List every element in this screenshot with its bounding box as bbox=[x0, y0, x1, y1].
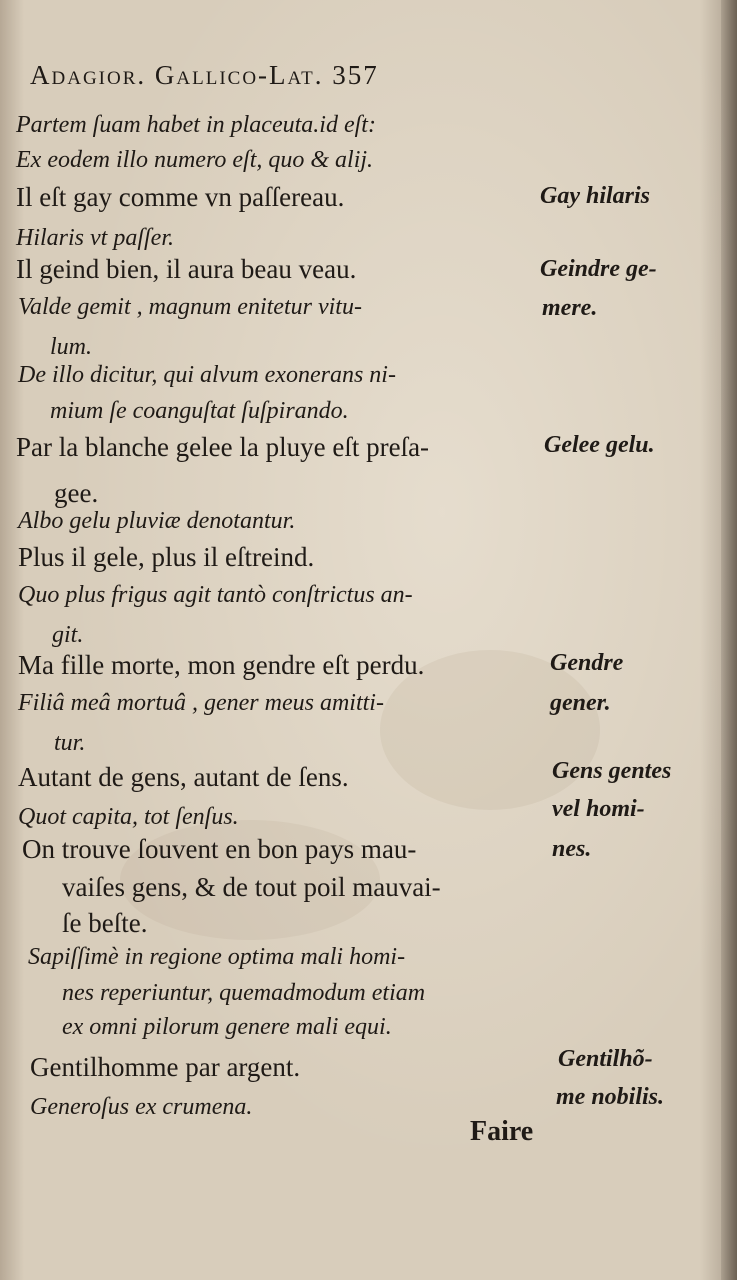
latin-translation-line: Quo plus frigus agit tantò conſtrictus an- bbox=[18, 582, 413, 608]
latin-translation-line: nes reperiuntur, quemadmodum etiam bbox=[62, 980, 426, 1006]
french-proverb-line: vaiſes gens, & de tout poil mauvai- bbox=[62, 872, 441, 902]
margin-note: Gelee gelu. bbox=[544, 432, 655, 458]
latin-translation-line: Albo gelu pluviæ denotantur. bbox=[18, 508, 296, 534]
latin-translation-line: Valde gemit , magnum enitetur vitu- bbox=[18, 294, 362, 320]
french-proverb-line: On trouve ſouvent en bon pays mau- bbox=[22, 834, 417, 864]
page-gutter-shadow bbox=[721, 0, 737, 1280]
catchword: Faire bbox=[470, 1116, 534, 1147]
margin-note: mere. bbox=[542, 295, 598, 321]
latin-translation-line: De illo dicitur, qui alvum exonerans ni- bbox=[18, 362, 396, 388]
latin-translation-line: Partem ſuam habet in placeuta.id eſt: bbox=[16, 112, 376, 138]
latin-translation-line: tur. bbox=[54, 730, 86, 756]
latin-translation-line: Quot capita, tot ſenſus. bbox=[18, 804, 239, 830]
latin-translation-line: ex omni pilorum genere mali equi. bbox=[62, 1014, 392, 1040]
french-proverb-line: Il eſt gay comme vn paſſereau. bbox=[16, 182, 345, 212]
french-proverb-line: gee. bbox=[54, 478, 99, 508]
running-header: Adagior. Gallico-Lat. 357 bbox=[30, 60, 379, 90]
latin-translation-line: git. bbox=[52, 622, 84, 648]
french-proverb-line: Par la blanche gelee la pluye eſt preſa- bbox=[16, 432, 430, 462]
margin-note: Gendre bbox=[550, 650, 624, 676]
latin-translation-line: mium ſe coanguſtat ſuſpirando. bbox=[50, 398, 349, 424]
latin-translation-line: Filiâ meâ mortuâ , gener meus amitti- bbox=[18, 690, 384, 716]
french-proverb-line: Ma fille morte, mon gendre eſt perdu. bbox=[18, 650, 425, 680]
margin-note: Gay hilaris bbox=[540, 183, 651, 209]
french-proverb-line: ſe beſte. bbox=[62, 908, 148, 938]
margin-note: nes. bbox=[552, 836, 592, 862]
latin-translation-line: Ex eodem illo numero eſt, quo & alij. bbox=[16, 147, 374, 173]
french-proverb-line: Autant de gens, autant de ſens. bbox=[18, 762, 349, 792]
latin-translation-line: Generoſus ex crumena. bbox=[30, 1094, 253, 1120]
french-proverb-line: Plus il gele, plus il eſtreind. bbox=[18, 542, 315, 572]
margin-note: Geindre ge- bbox=[540, 256, 657, 282]
latin-translation-line: lum. bbox=[50, 334, 92, 360]
margin-note: vel homi- bbox=[552, 796, 645, 822]
margin-note: Gens gentes bbox=[552, 758, 672, 784]
french-proverb-line: Il geind bien, il aura beau veau. bbox=[16, 254, 357, 284]
french-proverb-line: Gentilhomme par argent. bbox=[30, 1052, 301, 1082]
latin-translation-line: Hilaris vt paſſer. bbox=[16, 225, 175, 251]
margin-note: me nobilis. bbox=[556, 1084, 665, 1110]
margin-note: gener. bbox=[550, 690, 611, 716]
latin-translation-line: Sapiſſimè in regione optima mali homi- bbox=[28, 944, 406, 970]
margin-note: Gentilhõ- bbox=[558, 1046, 653, 1072]
